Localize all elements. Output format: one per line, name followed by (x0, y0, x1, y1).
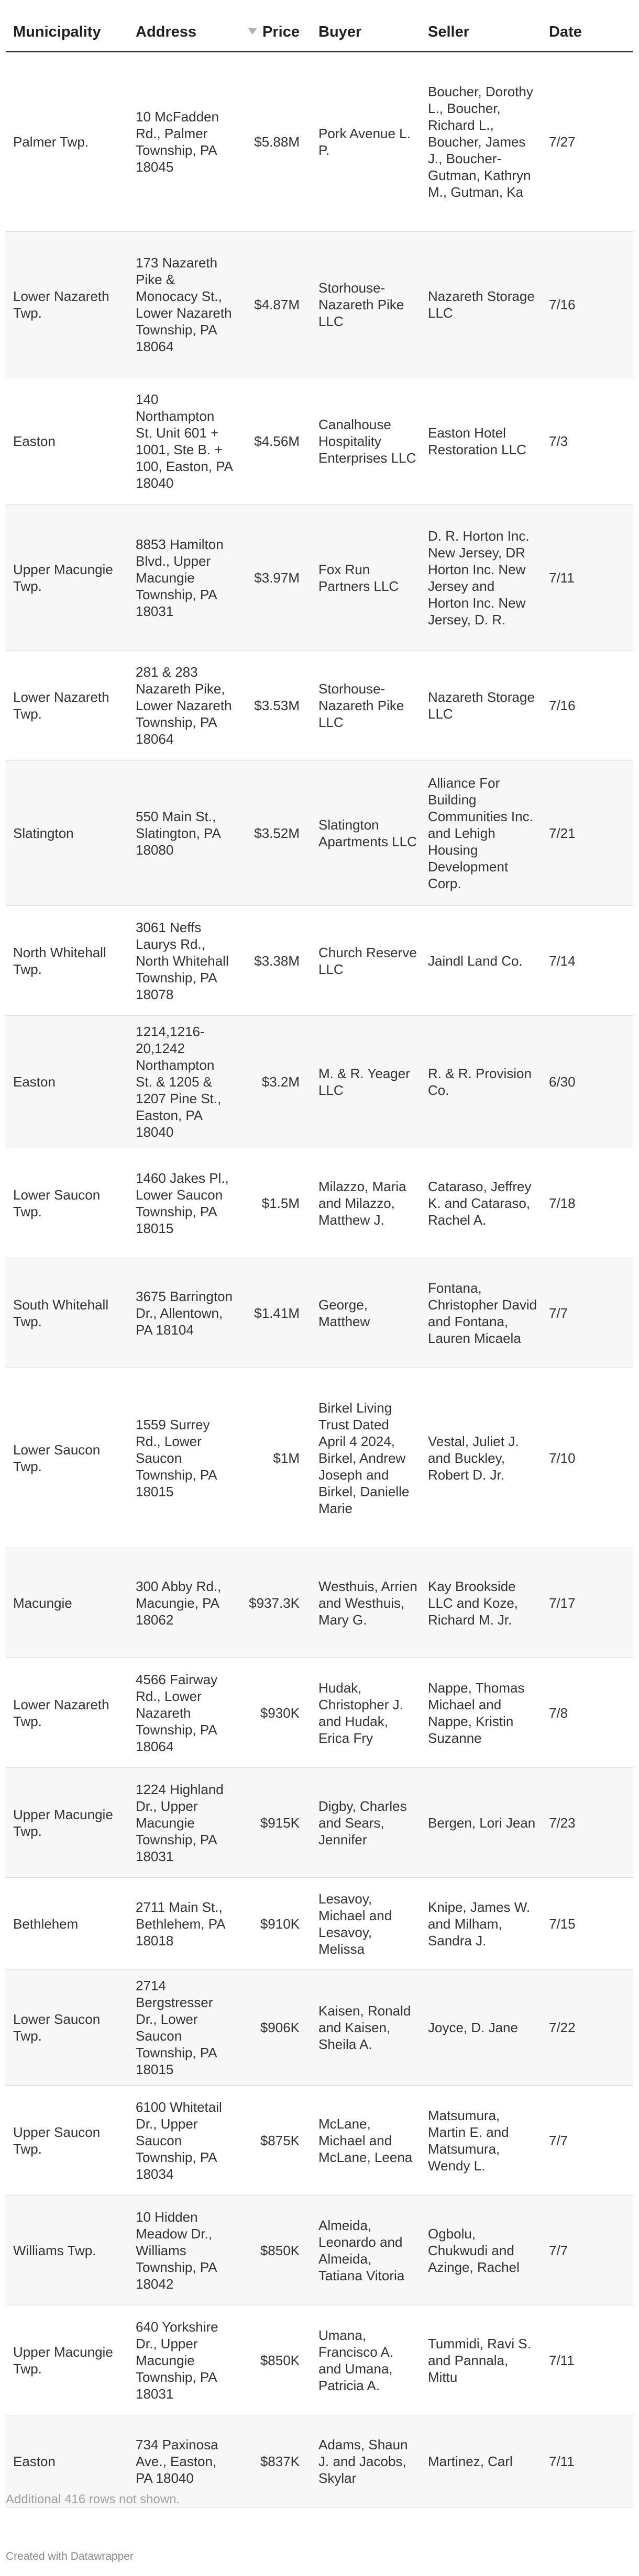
header-buyer[interactable] (311, 13, 421, 52)
cell-price: $915K (238, 1768, 311, 1878)
cell-date: 7/23 (542, 1768, 633, 1878)
cell-address: 300 Abby Rd., Macungie, PA 18062 (128, 1548, 238, 1658)
cell-buyer: Birkel Living Trust Dated April 4 2024, Birkel, Andrew Joseph and Birkel, Danielle Marie (311, 1368, 421, 1548)
sales-table (6, 13, 633, 2507)
cell-buyer: Storhouse-Nazareth Pike LLC (311, 651, 421, 760)
cell-buyer: Adams, Shaun J. and Jacobs, Skylar (311, 2415, 421, 2507)
cell-address: 1224 Highland Dr., Upper Macungie Township, PA 18031 (128, 1768, 238, 1878)
header-date[interactable] (542, 13, 633, 52)
cell-municipality: Easton (6, 377, 128, 505)
cell-address: 10 McFadden Rd., Palmer Township, PA 18045 (128, 52, 238, 232)
header-label: Seller (428, 23, 469, 40)
cell-municipality: Palmer Twp. (6, 52, 128, 232)
cell-seller: Alliance For Building Communities Inc. and Lehigh Housing Development Corp. (421, 760, 542, 906)
header-label: Price (262, 23, 300, 40)
cell-date: 7/11 (542, 2415, 633, 2507)
cell-date: 7/7 (542, 2196, 633, 2305)
table-row (6, 1548, 633, 1658)
cell-buyer: George, Matthew (311, 1258, 421, 1368)
cell-price: $4.87M (238, 232, 311, 377)
cell-price: $850K (238, 2305, 311, 2415)
cell-date: 7/11 (542, 2305, 633, 2415)
cell-price: $906K (238, 1970, 311, 2086)
cell-seller: Tummidi, Ravi S. and Pannala, Mittu (421, 2305, 542, 2415)
cell-address: 140 Northampton St. Unit 601 + 1001, Ste B. + 100, Easton, PA 18040 (128, 377, 238, 505)
cell-buyer: Almeida, Leonardo and Almeida, Tatiana Vitoria (311, 2196, 421, 2305)
cell-seller: Ogbolu, Chukwudi and Azinge, Rachel (421, 2196, 542, 2305)
table-row (6, 1016, 633, 1148)
table-row (6, 906, 633, 1016)
cell-municipality: Lower Nazareth Twp. (6, 1658, 128, 1768)
cell-address: 8853 Hamilton Blvd., Upper Macungie Township, PA 18031 (128, 505, 238, 651)
rows-not-shown-note: Additional 416 rows not shown. (6, 2492, 180, 2506)
cell-address: 1214,1216-20,1242 Northampton St. & 1205 & 1207 Pine St., Easton, PA 18040 (128, 1016, 238, 1148)
table-body (6, 52, 633, 2507)
cell-date: 7/22 (542, 1970, 633, 2086)
cell-price: $3.97M (238, 505, 311, 651)
header-label: Date (549, 23, 582, 40)
cell-municipality: Lower Nazareth Twp. (6, 232, 128, 377)
cell-municipality: Slatington (6, 760, 128, 906)
cell-address: 640 Yorkshire Dr., Upper Macungie Township, PA 18031 (128, 2305, 238, 2415)
cell-address: 2711 Main St., Bethlehem, PA 18018 (128, 1878, 238, 1970)
cell-seller: Fontana, Christopher David and Fontana, Lauren Micaela (421, 1258, 542, 1368)
cell-municipality: South Whitehall Twp. (6, 1258, 128, 1368)
header-seller[interactable] (421, 13, 542, 52)
cell-seller: Martinez, Carl (421, 2415, 542, 2507)
cell-date: 7/3 (542, 377, 633, 505)
cell-price: $4.56M (238, 377, 311, 505)
cell-price: $875K (238, 2086, 311, 2196)
table-row (6, 760, 633, 906)
cell-municipality: Upper Macungie Twp. (6, 1768, 128, 1878)
cell-municipality: Lower Saucon Twp. (6, 1148, 128, 1258)
cell-price: $1.5M (238, 1148, 311, 1258)
table-row (6, 1970, 633, 2086)
table-row (6, 1148, 633, 1258)
cell-price: $3.53M (238, 651, 311, 760)
cell-price: $1.41M (238, 1258, 311, 1368)
cell-address: 281 & 283 Nazareth Pike, Lower Nazareth Township, PA 18064 (128, 651, 238, 760)
cell-price: $3.52M (238, 760, 311, 906)
cell-municipality: Upper Macungie Twp. (6, 505, 128, 651)
cell-price: $837K (238, 2415, 311, 2507)
cell-date: 6/30 (542, 1016, 633, 1148)
datawrapper-credit[interactable]: Created with Datawrapper (6, 2550, 134, 2562)
table-row (6, 232, 633, 377)
cell-seller: R. & R. Provision Co. (421, 1016, 542, 1148)
cell-address: 2714 Bergstresser Dr., Lower Saucon Township, PA 18015 (128, 1970, 238, 2086)
table-row (6, 651, 633, 760)
cell-date: 7/16 (542, 232, 633, 377)
cell-buyer: Pork Avenue L. P. (311, 52, 421, 232)
cell-municipality: Lower Saucon Twp. (6, 1970, 128, 2086)
cell-seller: Cataraso, Jeffrey K. and Cataraso, Rachel A. (421, 1148, 542, 1258)
header-label: Buyer (318, 23, 362, 40)
table-row (6, 1658, 633, 1768)
cell-seller: Jaindl Land Co. (421, 906, 542, 1016)
cell-address: 3675 Barrington Dr., Allentown, PA 18104 (128, 1258, 238, 1368)
cell-municipality: North Whitehall Twp. (6, 906, 128, 1016)
cell-buyer: Slatington Apartments LLC (311, 760, 421, 906)
cell-address: 1559 Surrey Rd., Lower Saucon Township, PA 18015 (128, 1368, 238, 1548)
cell-price: $937.3K (238, 1548, 311, 1658)
cell-municipality: Bethlehem (6, 1878, 128, 1970)
cell-seller: Nazareth Storage LLC (421, 651, 542, 760)
cell-date: 7/21 (542, 760, 633, 906)
header-municipality[interactable] (6, 13, 128, 52)
cell-date: 7/27 (542, 52, 633, 232)
cell-seller: Joyce, D. Jane (421, 1970, 542, 2086)
cell-date: 7/7 (542, 2086, 633, 2196)
cell-seller: Bergen, Lori Jean (421, 1768, 542, 1878)
cell-seller: Nappe, Thomas Michael and Nappe, Kristin Suzanne (421, 1658, 542, 1768)
cell-date: 7/11 (542, 505, 633, 651)
cell-date: 7/10 (542, 1368, 633, 1548)
table-row (6, 2086, 633, 2196)
cell-seller: Vestal, Juliet J. and Buckley, Robert D. Jr. (421, 1368, 542, 1548)
cell-municipality: Williams Twp. (6, 2196, 128, 2305)
cell-address: 734 Paxinosa Ave., Easton, PA 18040 (128, 2415, 238, 2507)
cell-price: $1M (238, 1368, 311, 1548)
table-row (6, 52, 633, 232)
cell-municipality: Lower Nazareth Twp. (6, 651, 128, 760)
cell-date: 7/7 (542, 1258, 633, 1368)
cell-price: $910K (238, 1878, 311, 1970)
cell-municipality: Upper Saucon Twp. (6, 2086, 128, 2196)
cell-buyer: Milazzo, Maria and Milazzo, Matthew J. (311, 1148, 421, 1258)
cell-price: $930K (238, 1658, 311, 1768)
cell-seller: Kay Brookside LLC and Koze, Richard M. Jr. (421, 1548, 542, 1658)
cell-price: $3.38M (238, 906, 311, 1016)
table-row (6, 1878, 633, 1970)
cell-seller: Easton Hotel Restoration LLC (421, 377, 542, 505)
cell-date: 7/17 (542, 1548, 633, 1658)
table-row (6, 1368, 633, 1548)
cell-seller: D. R. Horton Inc. New Jersey, DR Horton Inc. New Jersey and Horton Inc. New Jersey, D. R. (421, 505, 542, 651)
table-row (6, 2305, 633, 2415)
header-address[interactable] (128, 13, 238, 52)
cell-price: $5.88M (238, 52, 311, 232)
cell-buyer: Lesavoy, Michael and Lesavoy, Melissa (311, 1878, 421, 1970)
header-label: Address (136, 23, 197, 40)
table-row (6, 505, 633, 651)
cell-buyer: M. & R. Yeager LLC (311, 1016, 421, 1148)
cell-municipality: Easton (6, 1016, 128, 1148)
cell-buyer: Digby, Charles and Sears, Jennifer (311, 1768, 421, 1878)
cell-seller: Knipe, James W. and Milham, Sandra J. (421, 1878, 542, 1970)
cell-address: 10 Hidden Meadow Dr., Williams Township, PA 18042 (128, 2196, 238, 2305)
table-row (6, 1768, 633, 1878)
cell-buyer: Church Reserve LLC (311, 906, 421, 1016)
cell-date: 7/16 (542, 651, 633, 760)
cell-buyer: Umana, Francisco A. and Umana, Patricia A. (311, 2305, 421, 2415)
cell-date: 7/15 (542, 1878, 633, 1970)
cell-date: 7/14 (542, 906, 633, 1016)
cell-address: 6100 Whitetail Dr., Upper Saucon Township, PA 18034 (128, 2086, 238, 2196)
header-price[interactable] (238, 13, 311, 52)
cell-buyer: Storhouse-Nazareth Pike LLC (311, 232, 421, 377)
cell-buyer: Hudak, Christopher J. and Hudak, Erica Fry (311, 1658, 421, 1768)
table-header-row (6, 13, 633, 52)
header-label: Municipality (13, 23, 101, 40)
cell-address: 173 Nazareth Pike & Monocacy St., Lower Nazareth Township, PA 18064 (128, 232, 238, 377)
cell-municipality: Lower Saucon Twp. (6, 1368, 128, 1548)
cell-seller: Nazareth Storage LLC (421, 232, 542, 377)
cell-buyer: Westhuis, Arrien and Westhuis, Mary G. (311, 1548, 421, 1658)
cell-municipality: Easton (6, 2415, 128, 2507)
cell-buyer: McLane, Michael and McLane, Leena (311, 2086, 421, 2196)
sort-descending-icon (248, 28, 257, 35)
table-row (6, 1258, 633, 1368)
cell-price: $3.2M (238, 1016, 311, 1148)
cell-seller: Matsumura, Martin E. and Matsumura, Wendy L. (421, 2086, 542, 2196)
cell-price: $850K (238, 2196, 311, 2305)
cell-address: 1460 Jakes Pl., Lower Saucon Township, PA 18015 (128, 1148, 238, 1258)
cell-municipality: Upper Macungie Twp. (6, 2305, 128, 2415)
cell-date: 7/18 (542, 1148, 633, 1258)
cell-municipality: Macungie (6, 1548, 128, 1658)
table-row (6, 2196, 633, 2305)
cell-seller: Boucher, Dorothy L., Boucher, Richard L., Boucher, James J., Boucher-Gutman, Kathryn M., Gutman, Ka (421, 52, 542, 232)
cell-buyer: Canalhouse Hospitality Enterprises LLC (311, 377, 421, 505)
cell-address: 3061 Neffs Laurys Rd., North Whitehall Township, PA 18078 (128, 906, 238, 1016)
cell-address: 4566 Fairway Rd., Lower Nazareth Township, PA 18064 (128, 1658, 238, 1768)
table-row (6, 377, 633, 505)
cell-address: 550 Main St., Slatington, PA 18080 (128, 760, 238, 906)
cell-date: 7/8 (542, 1658, 633, 1768)
cell-buyer: Fox Run Partners LLC (311, 505, 421, 651)
cell-buyer: Kaisen, Ronald and Kaisen, Sheila A. (311, 1970, 421, 2086)
